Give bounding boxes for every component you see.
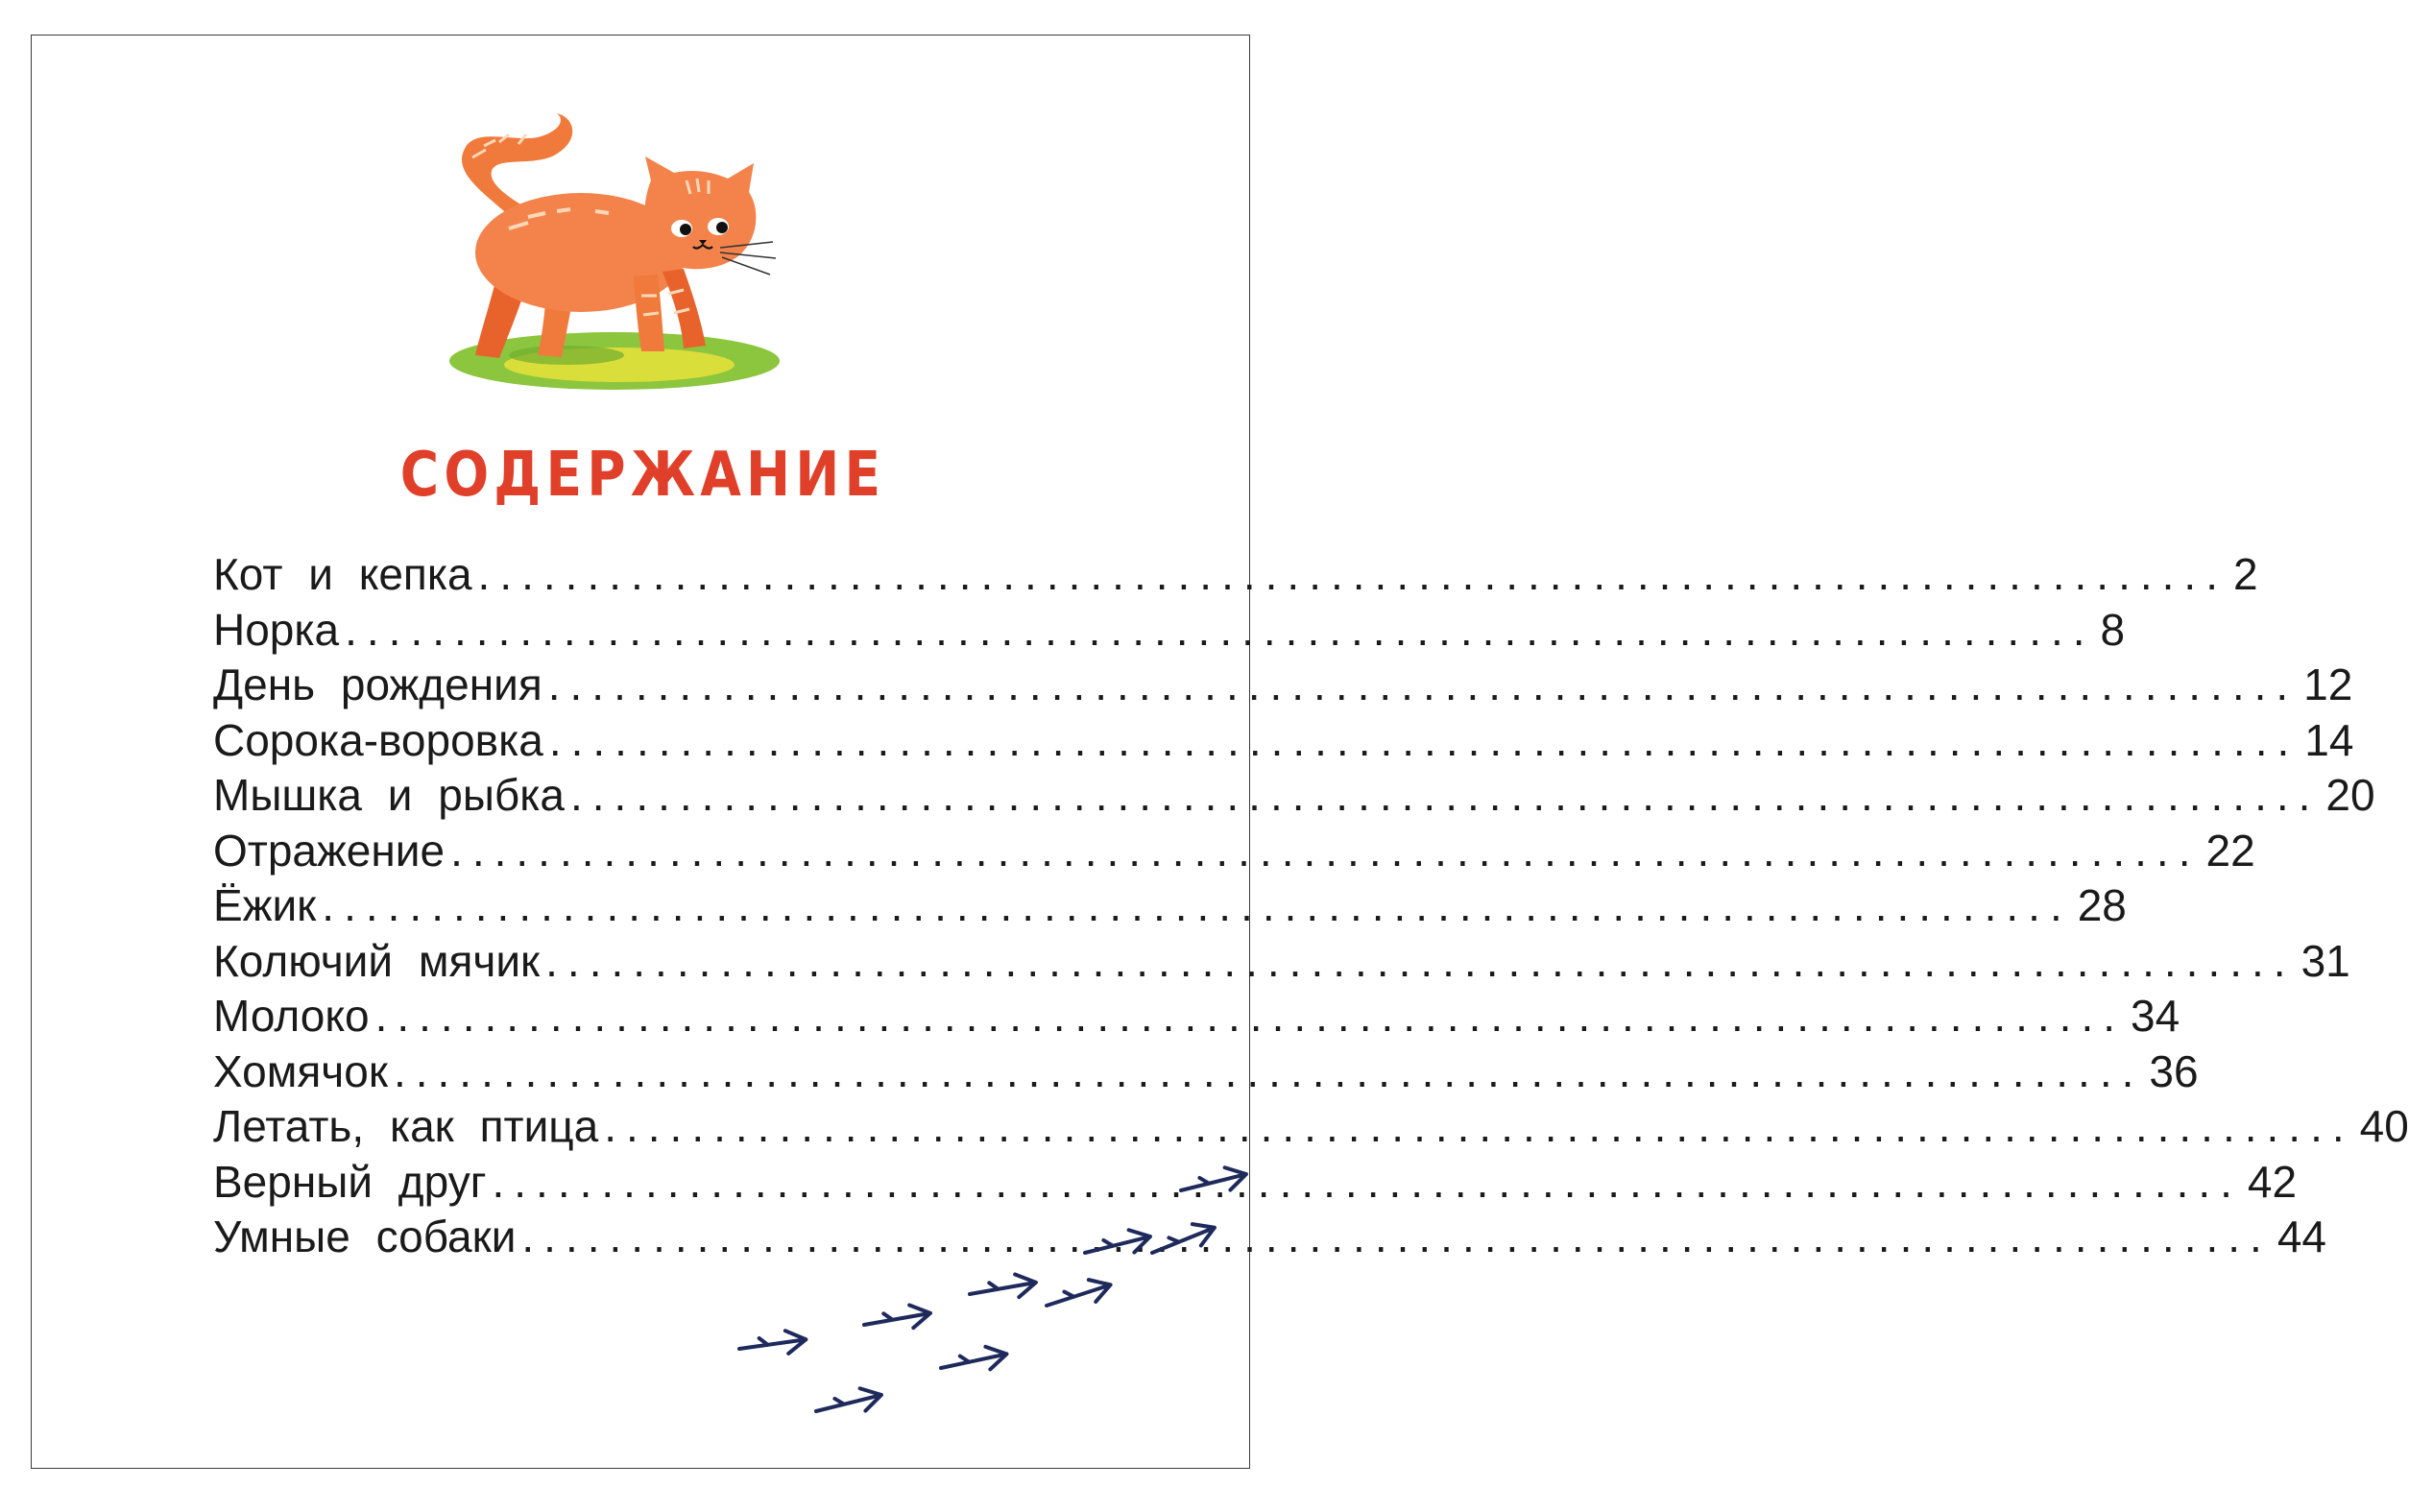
bird-footprint-icon <box>939 1343 1009 1380</box>
bird-footprint-icon <box>813 1383 884 1422</box>
bird-footprint-icon <box>1043 1274 1114 1316</box>
toc-entry-title: Сорока-воровка <box>213 714 543 765</box>
dot-leader: ................................................................................ <box>545 935 2296 986</box>
toc-entry[interactable] <box>213 1099 2409 1155</box>
dot-leader: ................................................................................ <box>345 604 2095 655</box>
toc-entry-title: Молоко <box>213 991 370 1041</box>
bird-tracks-decoration <box>720 1171 1258 1450</box>
dot-leader: ................................................................................ <box>393 1045 2144 1096</box>
toc-entry-title: Умные собаки <box>213 1212 517 1261</box>
dot-leader: ................................................................................ <box>569 770 2321 820</box>
toc-entry-page: 20 <box>2325 770 2375 820</box>
toc-entry-page: 44 <box>2277 1212 2326 1261</box>
toc-entry-page: 12 <box>2303 660 2353 709</box>
toc-entry-title: Колючий мячик <box>213 935 541 986</box>
toc-entry-page: 36 <box>2149 1045 2199 1096</box>
toc-entry[interactable] <box>213 658 2353 713</box>
dot-leader: ................................................................................ <box>374 991 2125 1041</box>
toc-entry[interactable] <box>213 878 2127 934</box>
toc-entry-page: 14 <box>2304 714 2354 765</box>
toc-entry-title: Ёжик <box>213 880 317 930</box>
toc-entry[interactable] <box>213 1044 2199 1100</box>
toc-entry-title: Летать, как птица <box>213 1101 599 1151</box>
toc-entry[interactable] <box>213 603 2126 659</box>
toc-entry-page: 31 <box>2301 935 2350 986</box>
toc-entry-page: 28 <box>2077 880 2127 930</box>
toc-entry[interactable] <box>213 989 2180 1044</box>
toc-entry-page: 22 <box>2205 825 2255 876</box>
bird-footprint-icon <box>1148 1217 1219 1263</box>
toc-entry[interactable] <box>213 934 2350 990</box>
toc-entry-title: Норка <box>213 604 340 655</box>
toc-entry-page: 2 <box>2232 549 2258 599</box>
toc-entry[interactable] <box>213 768 2375 824</box>
toc-entry-title: День рождения <box>213 660 542 709</box>
dot-leader: ................................................................................ <box>521 1212 2272 1261</box>
toc-entry-title: Кот и кепка <box>213 549 472 599</box>
dot-leader: ................................................................................ <box>477 549 2228 599</box>
dot-leader: ................................................................................ <box>450 825 2201 876</box>
dot-leader: ................................................................................ <box>547 660 2299 709</box>
bird-footprint-icon <box>862 1302 932 1336</box>
toc-entry[interactable] <box>213 824 2255 879</box>
table-of-contents <box>213 547 2409 1265</box>
bird-footprint-icon <box>737 1328 807 1360</box>
cat-illustration <box>422 104 797 411</box>
toc-entry-title: Мышка и рыбка <box>213 770 565 820</box>
dot-leader: ................................................................................ <box>322 880 2072 930</box>
toc-entry-page: 34 <box>2131 991 2180 1041</box>
dot-leader: ................................................................................ <box>548 714 2300 765</box>
toc-entry-title: Верный друг <box>213 1156 487 1207</box>
bird-footprint-icon <box>968 1271 1038 1306</box>
page-title: СОДЕРЖАНИЕ <box>399 440 886 511</box>
dot-leader: ................................................................................ <box>604 1101 2354 1151</box>
dot-leader: ................................................................................ <box>492 1156 2242 1207</box>
toc-entry-page: 8 <box>2100 604 2126 655</box>
toc-entry[interactable] <box>213 547 2258 603</box>
toc-entry[interactable] <box>213 713 2354 769</box>
toc-entry-page: 40 <box>2359 1101 2409 1151</box>
toc-entry-title: Хомячок <box>213 1045 388 1096</box>
bird-footprint-icon <box>1082 1225 1153 1263</box>
toc-entry-page: 42 <box>2247 1156 2298 1207</box>
toc-entry-title: Отражение <box>213 825 446 876</box>
